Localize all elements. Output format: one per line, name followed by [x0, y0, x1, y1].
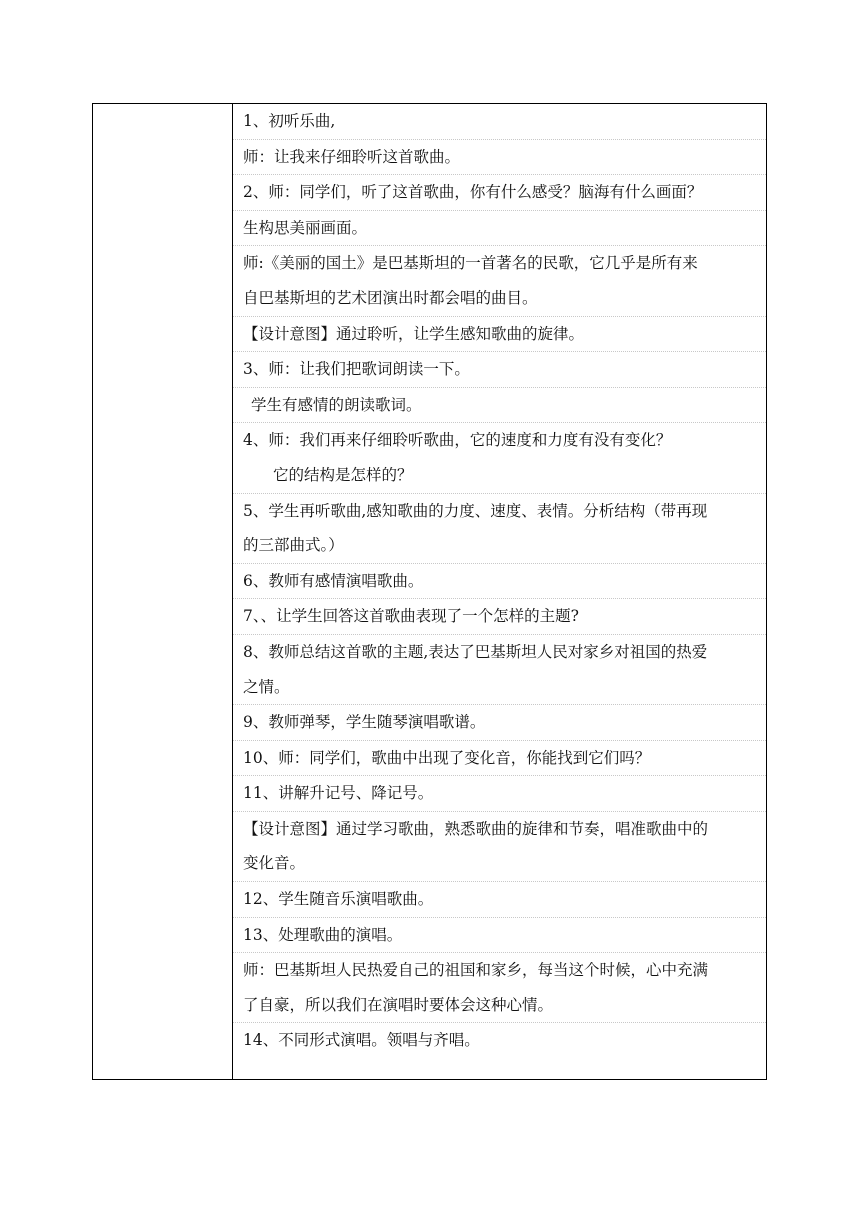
text-line: 师：让我来仔细聆听这首歌曲。 — [243, 147, 461, 166]
text-line: 5、学生再听歌曲,感知歌曲的力度、速度、表情。分析结构（带再现 — [243, 501, 708, 520]
paragraph-step-8 — [233, 635, 766, 705]
paragraph-step-2 — [233, 175, 766, 211]
text-line: 11、讲解升记号、降记号。 — [243, 784, 434, 803]
paragraph-teacher-listen — [233, 140, 766, 176]
text-line: 12、学生随音乐演唱歌曲。 — [243, 890, 434, 909]
text-line: 13、处理歌曲的演唱。 — [243, 925, 403, 944]
paragraph-design-intent-1 — [233, 317, 766, 353]
text-line: 之情。 — [243, 677, 290, 696]
paragraph-step-4 — [233, 423, 766, 493]
text-line: 4、师：我们再来仔细聆听歌曲，它的速度和力度有没有变化？ — [243, 431, 672, 450]
text-line: 自巴基斯坦的艺术团演出时都会唱的曲目。 — [243, 288, 538, 307]
paragraph-student-read — [233, 388, 766, 424]
paragraph-step-7 — [233, 599, 766, 635]
text-line: 【设计意图】通过聆听，让学生感知歌曲的旋律。 — [243, 324, 585, 343]
text-line: 生构思美丽画面。 — [243, 218, 368, 237]
paragraph-step-6 — [233, 564, 766, 600]
paragraph-song-intro — [233, 246, 766, 316]
text-line: 10、师：同学们，歌曲中出现了变化音，你能找到它们吗？ — [243, 748, 651, 767]
text-line: 学生有感情的朗读歌词。 — [251, 395, 422, 414]
lesson-table — [92, 103, 767, 1080]
text-line: 8、教师总结这首歌的主题,表达了巴基斯坦人民对家乡对祖国的热爱 — [243, 642, 708, 661]
text-line: 【设计意图】通过学习歌曲，熟悉歌曲的旋律和节奏，唱准歌曲中的 — [243, 819, 709, 838]
paragraph-step-12 — [233, 882, 766, 918]
paragraph-teacher-emotion — [233, 953, 766, 1023]
text-line: 6、教师有感情演唱歌曲。 — [243, 571, 424, 590]
paragraph-step-1 — [233, 104, 766, 140]
paragraph-design-intent-2 — [233, 812, 766, 882]
text-line: 9、教师弹琴，学生随琴演唱歌谱。 — [243, 713, 486, 732]
text-line: 1、初听乐曲, — [243, 112, 336, 130]
text-line: 师：巴基斯坦人民热爱自己的祖国和家乡，每当这个时候，心中充满 — [243, 961, 709, 980]
text-line: 了自豪，所以我们在演唱时要体会这种心情。 — [243, 995, 554, 1014]
text-line: 2、师：同学们，听了这首歌曲，你有什么感受？脑海有什么画面？ — [243, 183, 703, 202]
text-line: 变化音。 — [243, 854, 306, 873]
table-left-cell — [93, 104, 233, 1079]
paragraph-step-3 — [233, 352, 766, 388]
text-line: 7、、让学生回答这首歌曲表现了一个怎样的主题? — [243, 607, 579, 626]
paragraph-student-imagine — [233, 211, 766, 247]
text-line: 师:《美丽的国土》是巴基斯坦的一首著名的民歌，它几乎是所有来 — [243, 254, 698, 273]
table-right-cell — [233, 104, 766, 1079]
text-line: 的三部曲式。） — [243, 536, 344, 555]
paragraph-step-10 — [233, 741, 766, 777]
text-line: 14、不同形式演唱。领唱与齐唱。 — [243, 1031, 480, 1050]
text-line: 它的结构是怎样的？ — [273, 465, 413, 484]
paragraph-step-11 — [233, 776, 766, 812]
paragraph-step-9 — [233, 705, 766, 741]
text-line: 3、师：让我们把歌词朗读一下。 — [243, 360, 470, 379]
paragraph-step-14 — [233, 1023, 766, 1058]
paragraph-step-5 — [233, 494, 766, 564]
paragraph-step-13 — [233, 918, 766, 954]
